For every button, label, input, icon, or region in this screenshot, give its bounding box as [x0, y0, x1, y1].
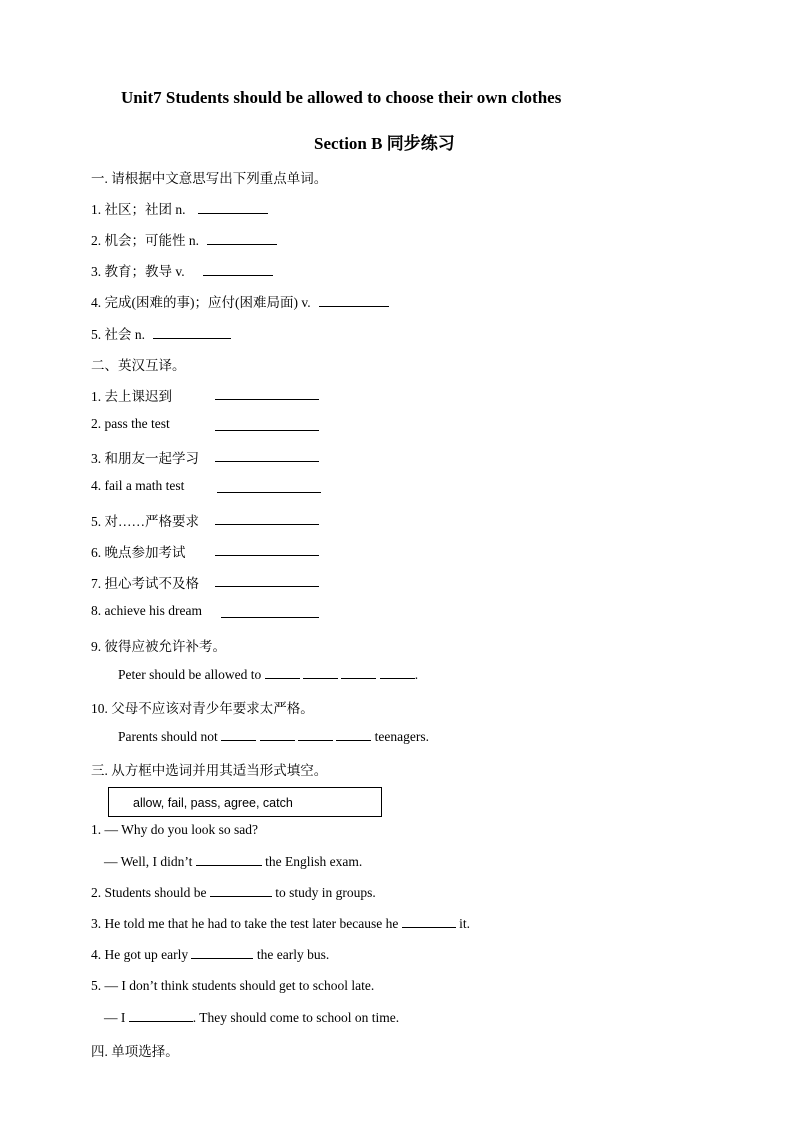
answer-blank[interactable]: [221, 728, 256, 741]
answer-blank[interactable]: [265, 666, 300, 679]
translate-item-7: 7. 担心考试不及格: [91, 576, 199, 591]
section-heading-3: 三. 从方框中选词并用其适当形式填空。: [91, 763, 328, 778]
answer-blank[interactable]: [319, 294, 389, 307]
vocab-item-5: 5. 社会 n.: [91, 323, 231, 343]
answer-blank[interactable]: [341, 666, 376, 679]
answer-blank[interactable]: [260, 728, 295, 741]
translate-item-1: 1. 去上课迟到: [91, 389, 172, 404]
translate-item-4: 4. fail a math test: [91, 478, 185, 493]
answer-blank[interactable]: [129, 1009, 193, 1022]
answer-blank[interactable]: [215, 387, 319, 400]
answer-blank[interactable]: [196, 853, 262, 866]
page-subtitle: Section B 同步练习: [314, 134, 455, 153]
answer-blank[interactable]: [207, 232, 277, 245]
answer-blank[interactable]: [215, 574, 319, 587]
translate-item-2: 2. pass the test: [91, 416, 170, 431]
answer-blank[interactable]: [298, 728, 333, 741]
fill-item-5b: — I . They should come to school on time.: [104, 1010, 400, 1025]
word-box: [108, 787, 382, 817]
fill-item-2: 2. Students should be to study in groups.: [91, 885, 376, 900]
translate-item-5: 5. 对……严格要求: [91, 514, 199, 529]
answer-blank[interactable]: [153, 326, 231, 339]
vocab-item-1: 1. 社区；社团 n.: [91, 198, 268, 218]
vocab-item-2: 2. 机会；可能性 n.: [91, 229, 277, 249]
answer-blank[interactable]: [380, 666, 415, 679]
section-heading-1: 一. 请根据中文意思写出下列重点单词。: [91, 171, 328, 186]
answer-blank[interactable]: [402, 915, 456, 928]
translate-item-8: 8. achieve his dream: [91, 603, 202, 618]
answer-blank[interactable]: [215, 449, 319, 462]
answer-blank[interactable]: [191, 946, 253, 959]
answer-blank[interactable]: [215, 512, 319, 525]
section-heading-2: 二、英汉互译。: [91, 358, 186, 373]
fill-item-3: 3. He told me that he had to take the test later because he it.: [91, 916, 471, 931]
translate-item-9: 9. 彼得应被允许补考。: [91, 639, 226, 654]
translate-item-3: 3. 和朋友一起学习: [91, 451, 199, 466]
vocab-item-3: 3. 教育；教导 v.: [91, 260, 273, 280]
answer-blank[interactable]: [221, 605, 319, 618]
page-title: Unit7 Students should be allowed to choose their own clothes: [121, 88, 562, 107]
answer-blank[interactable]: [217, 480, 321, 493]
answer-blank[interactable]: [215, 418, 319, 431]
vocab-item-4: 4. 完成(困难的事)；应付(困难局面) v.: [91, 291, 389, 311]
word-box-list: allow, fail, pass, agree, catch: [133, 796, 293, 810]
fill-item-4: 4. He got up early the early bus.: [91, 947, 330, 962]
fill-item-1a: 1. — Why do you look so sad?: [91, 822, 258, 837]
answer-blank[interactable]: [210, 884, 272, 897]
fill-item-5a: 5. — I don’t think students should get to school late.: [91, 978, 375, 993]
answer-blank[interactable]: [198, 201, 268, 214]
answer-blank[interactable]: [215, 543, 319, 556]
translate-item-9-sentence: Peter should be allowed to .: [118, 667, 419, 682]
fill-item-1b: — Well, I didn’t the English exam.: [104, 854, 363, 869]
translate-item-10-sentence: Parents should not teenagers.: [118, 729, 429, 744]
section-heading-4: 四. 单项选择。: [91, 1044, 179, 1059]
answer-blank[interactable]: [203, 263, 273, 276]
translate-item-6: 6. 晚点参加考试: [91, 545, 186, 560]
answer-blank[interactable]: [336, 728, 371, 741]
answer-blank[interactable]: [303, 666, 338, 679]
translate-item-10: 10. 父母不应该对青少年要求太严格。: [91, 701, 314, 716]
